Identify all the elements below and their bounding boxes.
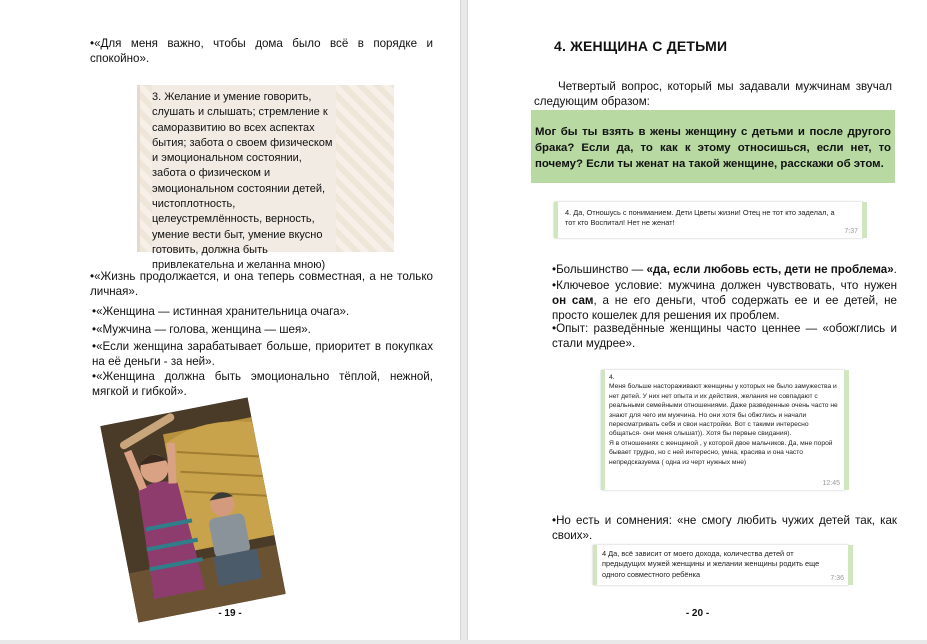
question-text: Мог бы ты взять в жены женщину с детьми и после другого брака? Если да, то как к этому относишься, если нет, то почему? Если ты женат на такой женщине, расскажи об этом.: [535, 126, 891, 170]
bullet-item: •«Если женщина зарабатывает больше, приоритет в покупках на её деньги - за ней».: [92, 340, 433, 368]
illustration-woman-rolling-pin-icon: [100, 398, 285, 623]
quote-text: 3. Желание и умение говорить, слушать и слышать; стремление к саморазвитию во всех аспектах бытия; забота о своем физическом и эмоциональном состоянии, забота о физическом и эмоциональном состоянии детей, чистоплотность, целеустремлённость, верность, умение вести быт, умение вкусно готовить, должна быть привлекательна и желанна мною): [152, 91, 333, 272]
intro-text: Четвертый вопрос, который мы задавали мужчинам звучал следующим образом:: [534, 80, 892, 108]
message-accent: [848, 545, 853, 585]
bullet-item: •«Женщина должна быть эмоционально тёплой, нежной, мягкой и гибкой».: [92, 370, 433, 398]
message-bubble: [593, 545, 849, 585]
bullet-item: •Большинство — «да, если любовь есть, дети не проблема».: [552, 263, 897, 276]
bullet-item: •«Для меня важно, чтобы дома было всё в порядке и спокойно».: [90, 37, 433, 65]
page-right: [467, 0, 927, 640]
bullet-item: •«Жизнь продолжается, и она теперь совместная, а не только личная».: [90, 270, 433, 298]
message-time: 7:36: [830, 575, 844, 582]
message-accent: [844, 370, 849, 490]
quote-box: [137, 85, 394, 272]
message-text: 4. Да, Отношусь с пониманием. Дети Цветы жизни! Отец не тот кто заделал, а тот кто Воспитал! Нет не женат!: [565, 208, 835, 228]
bullet-item: •Но есть и сомнения: «не смогу любить чужих детей так, как своих».: [552, 514, 897, 542]
bullet-item: •Опыт: разведённые женщины часто ценнее — «обожглись и стали мудрее».: [552, 322, 897, 350]
page-left: [0, 0, 461, 640]
message-text: 4 Да, всё зависит от моего дохода, количества детей от предыдущих мужей женщины и желании женщины родить еще одного совместного ребёнка: [602, 549, 820, 579]
section-title: 4. ЖЕНЩИНА С ДЕТЬМИ: [554, 38, 728, 54]
bullet-item: •«Мужчина — голова, женщина — шея».: [92, 323, 311, 336]
message-bubble: [601, 370, 845, 490]
bullet-item: •«Женщина — истинная хранительница очага».: [92, 305, 350, 318]
page-number: - 19 -: [218, 608, 242, 619]
message-time: 7:37: [844, 228, 858, 235]
question-box: [531, 110, 895, 183]
bullet-item: •Ключевое условие: мужчина должен чувствовать, что нужен он сам, а не его деньги, чтоб содержать ее и ее детей, не просто кошелек для решения их проблем.: [552, 279, 898, 322]
illustration-woman-rolling-pin: [100, 398, 285, 623]
message-accent: [862, 202, 867, 238]
message-bubble: [554, 202, 863, 238]
message-text: 4. Меня больше настораживают женщины у которых не было замужества и нет детей. У них нет опыта и их действия, желания не совпадают с реальными семейными отношениями. Даже разведенные очень часто не знают для чего им мужчина. Но они хотя бы обжглись и начали пересматривать себя и свои настройки. Вот с такими интересно общаться- они меня слышат)). Хотя бы первые свидания). Я в отношениях с женщиной , у которой двое мальчиков. Да, мне порой бывает трудно, но с ней интересно, умна, красива и она часто непредсказуема ( одна из черт нужных мне): [609, 374, 838, 466]
message-time: 12:45: [822, 480, 840, 487]
page-number: - 20 -: [685, 608, 710, 619]
